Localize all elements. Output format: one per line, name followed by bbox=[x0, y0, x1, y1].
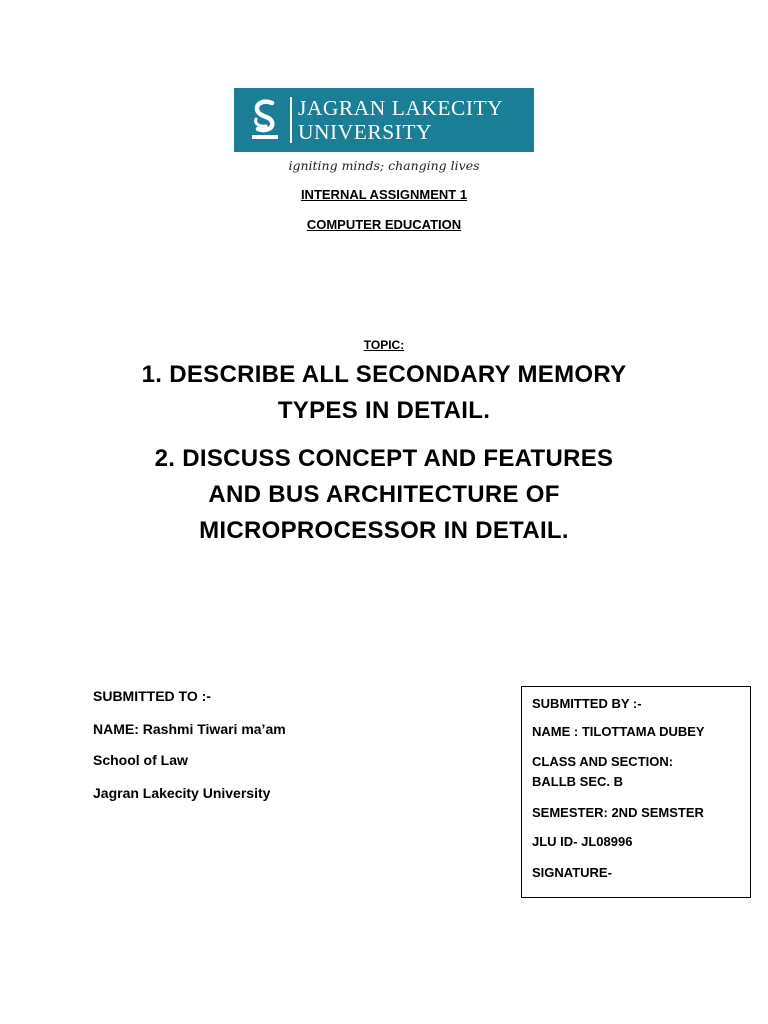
logo-line-1: JAGRAN LAKECITY bbox=[298, 96, 504, 120]
question-1-line-1: 1. DESCRIBE ALL SECONDARY MEMORY bbox=[141, 361, 627, 388]
logo-divider bbox=[290, 97, 292, 143]
jlu-id: JLU ID- JL08996 bbox=[532, 834, 633, 849]
submitted-to-label: SUBMITTED TO :- bbox=[93, 688, 211, 704]
class-section-label: CLASS AND SECTION: bbox=[532, 754, 674, 769]
university-logo bbox=[234, 88, 534, 152]
submitted-to-school: School of Law bbox=[93, 752, 188, 768]
question-2-line-1: 2. DISCUSS CONCEPT AND FEATURES bbox=[154, 445, 614, 472]
question-2-line-2: AND BUS ARCHITECTURE OF bbox=[208, 481, 560, 508]
subject-title: COMPUTER EDUCATION bbox=[306, 217, 462, 232]
submitted-by-name: NAME : TILOTTAMA DUBEY bbox=[532, 724, 705, 739]
submitted-by-label: SUBMITTED BY :- bbox=[532, 696, 642, 711]
signature: SIGNATURE- bbox=[532, 865, 612, 880]
question-1-line-2: TYPES IN DETAIL. bbox=[277, 397, 491, 424]
submitted-by-box bbox=[521, 686, 751, 898]
topic-label: TOPIC: bbox=[363, 338, 405, 352]
submitted-to-university: Jagran Lakecity University bbox=[93, 785, 271, 801]
class-section-value: BALLB SEC. B bbox=[532, 774, 623, 789]
logo-wordmark bbox=[298, 96, 503, 144]
assignment-title: INTERNAL ASSIGNMENT 1 bbox=[300, 187, 468, 202]
question-2-line-3: MICROPROCESSOR IN DETAIL. bbox=[199, 517, 569, 544]
tagline: igniting minds; changing lives bbox=[288, 158, 480, 173]
semester: SEMESTER: 2ND SEMSTER bbox=[532, 805, 704, 820]
logo-line-2: UNIVERSITY bbox=[298, 120, 432, 144]
submitted-to-name: NAME: Rashmi Tiwari ma’am bbox=[93, 721, 286, 737]
university-emblem-icon bbox=[248, 97, 282, 143]
